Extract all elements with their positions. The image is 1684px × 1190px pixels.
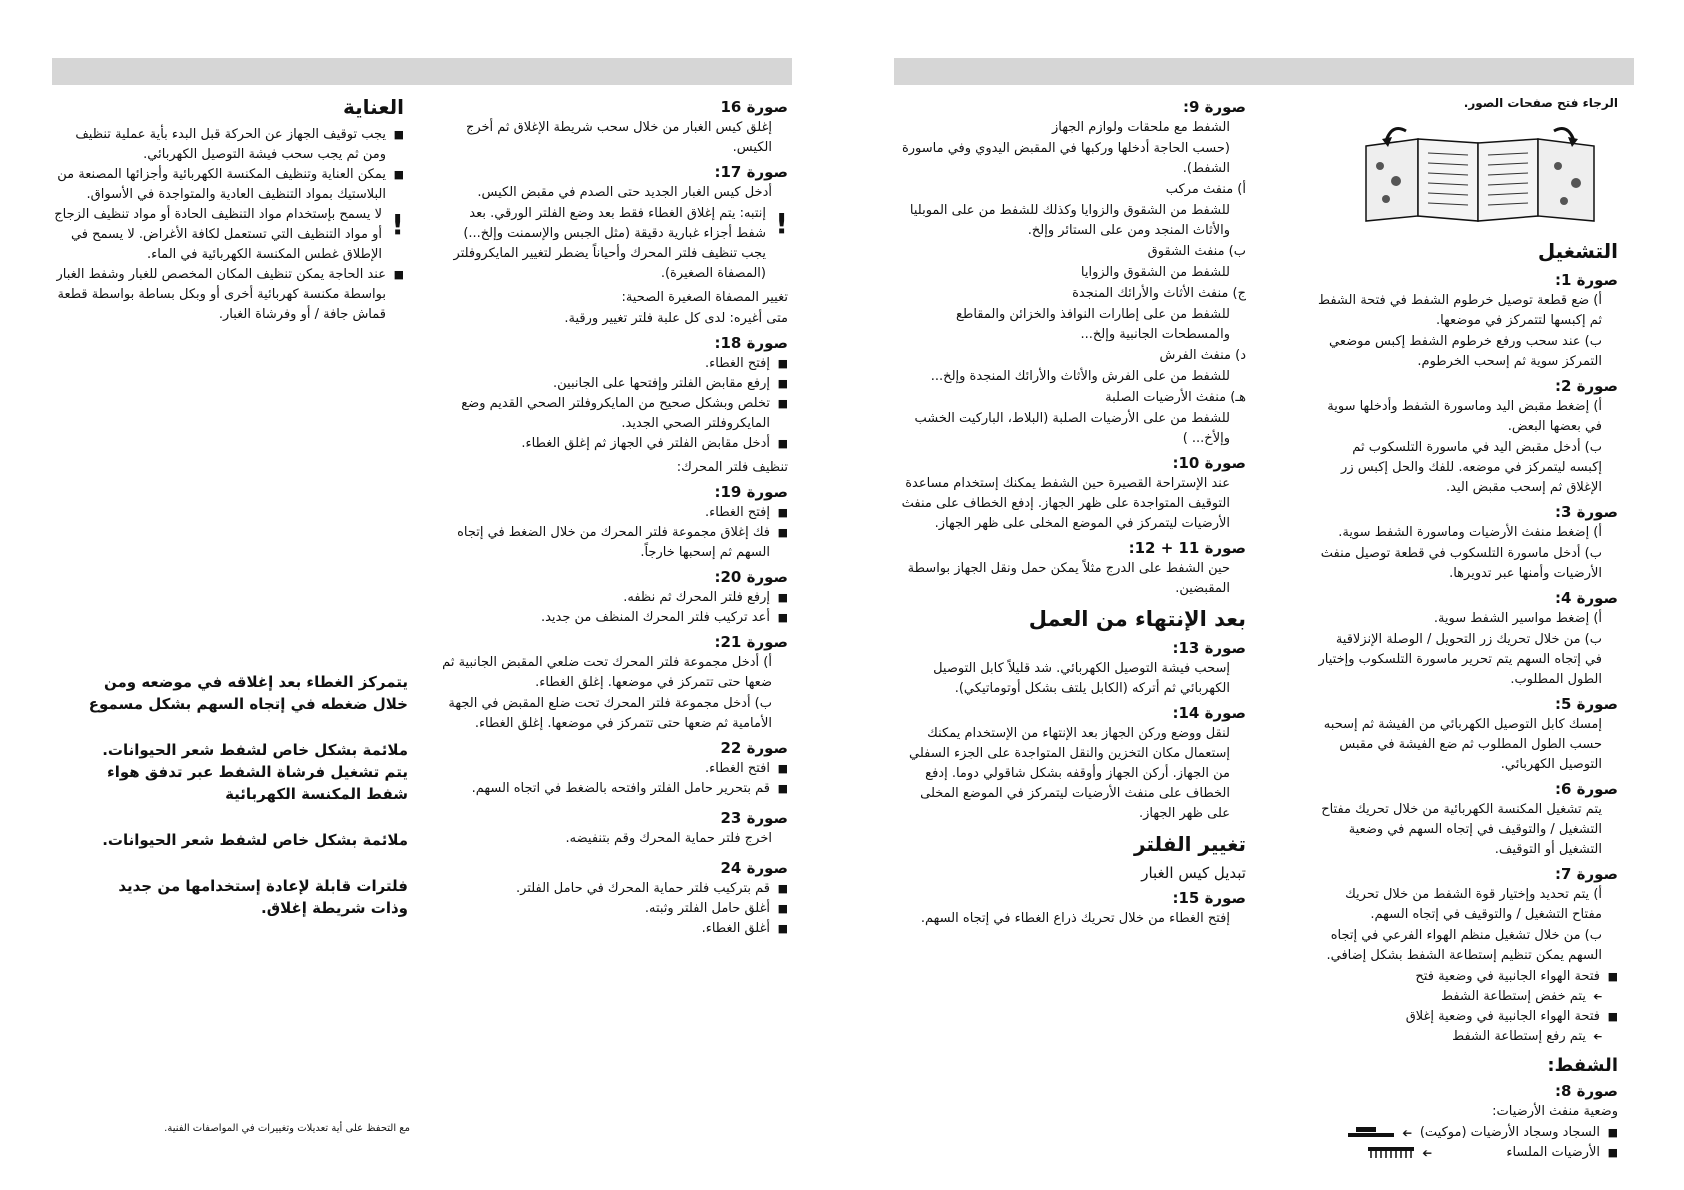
figure-4-title: صورة 4: xyxy=(1554,589,1618,607)
figure-3-title: صورة 3: xyxy=(1554,503,1618,521)
carpet-setting-label: ■ السجاد وسجاد الأرضيات (موكيت) xyxy=(1420,1123,1618,1143)
figure-2-title: صورة 2: xyxy=(1554,377,1618,395)
care-item: ■ عند الحاجة يمكن تنظيف المكان المخصص للغبار وشفط الغبار بواسطة مكنسة كهربائية أخرى أو وبكل بساطة بواسطة قطعة قماش جافة / أو وفرشاة الغبار. xyxy=(54,265,404,325)
figure-note: ملائمة بشكل خاص لشفط شعر الحيوانات. يتم تشغيل فرشاة الشفط عبر تدفق هواء شفط المكنسة الكهربائية xyxy=(102,741,408,803)
figure-18-step: ■ تخلص وبشكل صحيح من المايكروفلتر الصحي القديم وضع المايكروفلتر الصحي الجديد. xyxy=(436,394,788,434)
figure-14-title: صورة 14: xyxy=(1172,704,1246,722)
figure-note: فلترات قابلة لإعادة إستخدامها من جديد وذات شريطة إغلاق. xyxy=(118,877,408,917)
care-item: ■ يمكن العناية وتنظيف المكنسة الكهربائية وأجزائها المصنعة من البلاستيك بمواد التنظيف العادية والمتواجدة في الأسواق. xyxy=(54,165,404,205)
figure-16-title: صورة 16 xyxy=(720,98,788,116)
figure-19-title: صورة 19: xyxy=(714,483,788,501)
figure-22-step: ■ افتح الغطاء. xyxy=(436,759,788,779)
care-warning-text: لا يسمح بإستخدام مواد التنظيف الحادة أو مواد تنظيف الزجاج أو مواد التنظيف التي تستعمل لكافة الأغراض. لا يسمح في الإطلاق غطس المكنسة الكهربائية في الماء. xyxy=(54,207,382,262)
right-page-header-bar xyxy=(894,58,1634,85)
figure-1-step-b: ب) عند سحب ورفع خرطوم الشفط إكبس موضعي التمركز سوية ثم إسحب الخرطوم. xyxy=(1328,334,1602,369)
accessories-line: د) منفث الفرش xyxy=(1159,348,1246,363)
figure-21-step-b: ب) أدخل مجموعة فلتر المحرك تحت ضلع المقبض في الجهة الأمامية ثم ضعها حتى تتمركز في موضعها. إغلق الغطاء. xyxy=(448,696,772,731)
figure-notes xyxy=(78,671,408,919)
figure-11-12-title: صورة 11 + 12: xyxy=(1128,539,1246,557)
figure-24-step: ■ أغلق الغطاء. xyxy=(436,919,788,939)
figure-23-text: اخرج فلتر حماية المحرك وقم بتنفيضه. xyxy=(565,831,772,846)
figure-6-title: صورة 6: xyxy=(1554,780,1618,798)
hard-floor-setting-row xyxy=(1318,1143,1618,1163)
right-page-col-accessories xyxy=(896,93,1246,930)
figure-8-title: صورة 8: xyxy=(1554,1082,1618,1100)
figure-7-title: صورة 7: xyxy=(1554,865,1618,883)
right-page-col-operation xyxy=(1318,93,1618,1163)
arrow-icon: ➔ xyxy=(1401,1126,1412,1140)
heading-care: العناية xyxy=(343,95,404,119)
brush-extended-icon xyxy=(1368,1147,1414,1159)
figure-5-text: إمسك كابل التوصيل الكهربائي من الفيشة ثم إسحبه حسب الطول المطلوب ثم ضع الفيشة في مقبس التوصيل الكهربائي. xyxy=(1323,717,1602,772)
figure-20-title: صورة 20: xyxy=(714,568,788,586)
carpet-setting-row xyxy=(1318,1123,1618,1143)
accessories-line: (حسب الحاجة أدخلها وركبها في المقبض اليدوي وفي ماسورة الشفط). xyxy=(901,141,1230,176)
accessories-line: الشفط مع ملحقات ولوازم الجهاز xyxy=(1051,120,1230,135)
foldout-pages-icon xyxy=(1358,121,1602,229)
figure-13-text: إسحب فيشة التوصيل الكهربائي. شد قليلاً كابل التوصيل الكهربائي ثم أتركه (الكابل يلتف بشكل أوتوماتيكي). xyxy=(933,661,1230,696)
figure-22-step: ■ قم بتحرير حامل الفلتر وافتحه بالضغط في اتجاه السهم. xyxy=(436,779,788,799)
figure-18-step: ■ أدخل مقابض الفلتر في الجهاز ثم إغلق الغطاء. xyxy=(436,434,788,454)
power-reduced-item: ➔ يتم خفض إستطاعة الشفط xyxy=(1318,987,1618,1007)
figure-17-title: صورة 17: xyxy=(714,163,788,181)
figure-20-step: ■ أعد تركيب فلتر المحرك المنظف من جديد. xyxy=(436,608,788,628)
figure-18-step: ■ إفتح الغطاء. xyxy=(436,354,788,374)
figure-22-title: صورة 22 xyxy=(720,739,788,757)
side-vent-open-item: ■ فتحة الهواء الجانبية في وضعية فتح xyxy=(1318,967,1618,987)
figure-17-text: أدخل كيس الغبار الجديد حتى الصدم في مقبض الكيس. xyxy=(477,185,772,200)
heading-suction: الشفط: xyxy=(1547,1055,1618,1076)
figure-24-step: ■ أغلق حامل الفلتر وثبته. xyxy=(436,899,788,919)
heading-operation: التشغيل xyxy=(1537,239,1618,263)
figure-7-step-b: ب) من خلال تشغيل منظم الهواء الفرعي في إتجاه السهم يمكن تنظيم إستطاعة الشفط بشكل إضافي. xyxy=(1326,928,1602,963)
care-warning xyxy=(54,205,404,265)
accessories-line: للشفط من على الأرضيات الصلبة (البلاط، الباركيت الخشب وإلأخ... ) xyxy=(914,411,1230,446)
figure-2-step-b: ب) أدخل مقبض اليد في ماسورة التلسكوب ثم إكبسه ليتمركز في موضعه. للفك والحل إكبس زر الإغلاق ثم إسحب مقبض اليد. xyxy=(1341,440,1602,495)
power-increased-item: ➔ يتم رفع إستطاعة الشفط xyxy=(1318,1027,1618,1047)
accessories-line: للشفط من على إطارات النوافذ والخزائن والمقاطع والمسطحات الجانبية وإلخ... xyxy=(956,307,1230,342)
figure-18-title: صورة 18: xyxy=(714,334,788,352)
accessories-line: أ) منفث مركب xyxy=(1165,182,1246,197)
figure-19-step: ■ فك إغلاق مجموعة فلتر المحرك من خلال الضغط في إتجاه السهم ثم إسحبها خارجاً. xyxy=(436,523,788,563)
accessories-line: ج) منفث الأثاث والأرائك المنجدة xyxy=(1072,286,1246,301)
exclamation-icon: ! xyxy=(391,208,404,241)
figure-1-title: صورة 1: xyxy=(1554,271,1618,289)
accessories-line: للشفط من على الفرش والأثاث والأرائك المنجدة وإلخ... xyxy=(930,369,1230,384)
figure-6-text: يتم تشغيل المكنسة الكهربائية من خلال تحريك مفتاح التشغيل / والتوقيف في إتجاه السهم في وضعية التشغيل أو التوقيف. xyxy=(1321,802,1602,857)
figure-4-step-b: ب) من خلال تحريك زر التحويل / الوصلة الإنزلاقية في إتجاه السهم يتم تحرير ماسورة التلسكوب وإختيار الطول المطلوب. xyxy=(1318,632,1602,687)
motor-filter-heading: تنظيف فلتر المحرك: xyxy=(676,460,788,475)
left-page-col-care xyxy=(54,93,404,325)
figure-note: يتمركز الغطاء بعد إغلاقه في موضعه ومن خلال ضغطه في إتجاه السهم بشكل مسموع xyxy=(88,673,408,713)
warning-text: إنتبه: يتم إغلاق الغطاء فقط بعد وضع الفلتر الورقي. بعد شفط أجزاء غبارية دقيقة (مثل الجبس والإسمنت وإلخ...) يجب تنظيف فلتر المحرك وأحياناً يضطر لتغيير المايكروفلتر (المصفاة الصغيرة). xyxy=(453,206,766,281)
figure-19-step: ■ إفتح الغطاء. xyxy=(436,503,788,523)
floor-nozzle-position-label: وضعية منفث الأرضيات: xyxy=(1492,1104,1618,1119)
foldout-pages-illustration xyxy=(1358,121,1602,229)
figure-20-step: ■ إرفع فلتر المحرك ثم نظفه. xyxy=(436,588,788,608)
figure-13-title: صورة 13: xyxy=(1172,639,1246,657)
figure-9-title: صورة 9: xyxy=(1182,98,1246,116)
warning-note xyxy=(436,204,788,284)
figure-23-title: صورة 23 xyxy=(720,809,788,827)
brush-retracted-icon xyxy=(1348,1127,1394,1139)
microfilter-heading: تغيير المصفاة الصغيرة الصحية: xyxy=(621,290,788,305)
hard-floor-setting-label: ■ الأرضيات الملساء xyxy=(1506,1143,1618,1163)
figure-1-step-a: أ) ضع قطعة توصيل خرطوم الشفط في فتحة الشفط ثم إكبسها لتتمركز في موضعها. xyxy=(1317,293,1602,328)
accessories-line: للشفط من الشقوق والزوايا xyxy=(1080,265,1230,280)
figure-2-step-a: أ) إضغط مقبض اليد وماسورة الشفط وأدخلها سوية في بعضها البعض. xyxy=(1327,399,1602,434)
subheading-dust-bag: تبديل كيس الغبار xyxy=(1141,864,1246,882)
accessories-line: هـ) منفث الأرضيات الصلبة xyxy=(1105,390,1246,405)
figure-14-text: لنقل ووضع وركن الجهاز بعد الإنتهاء من الإستخدام يمكنك إستعمال مكان التخزين والنقل المتواجدة على الجزء السفلي من الجهاز. أركن الجهاز وأوقفه بشكل شاقولي دوما. إدفع الخطاف على منفث الأرضيات ليتمركز في الموضع المخلى على ظهر الجهاز. xyxy=(908,726,1230,821)
figure-11-12-text: حين الشفط على الدرج مثلاً يمكن حمل ونقل الجهاز بواسطة المقبضين. xyxy=(907,561,1230,596)
figure-21-title: صورة 21: xyxy=(714,633,788,651)
figure-3-step-a: أ) إضغط منفث الأرضيات وماسورة الشفط سوية. xyxy=(1338,525,1602,540)
figure-15-title: صورة 15: xyxy=(1172,889,1246,907)
figure-18-step: ■ إرفع مقابض الفلتر وإفتحها على الجانبين. xyxy=(436,374,788,394)
figure-15-text: إفتح الغطاء من خلال تحريك ذراع الغطاء في إتجاه السهم. xyxy=(920,911,1230,926)
left-page-header-bar xyxy=(52,58,792,85)
figure-3-step-b: ب) أدخل ماسورة التلسكوب في قطعة توصيل منفث الأرضيات وأمنها عبر تدويرها. xyxy=(1320,546,1602,581)
figure-21-step-a: أ) أدخل مجموعة فلتر المحرك تحت ضلعي المقبض الجانبية ثم ضعها حتى تتمركز في موضعها. إغلق الغطاء. xyxy=(442,655,772,690)
exclamation-icon: ! xyxy=(775,207,788,240)
side-vent-closed-item: ■ فتحة الهواء الجانبية في وضعية إغلاق xyxy=(1318,1007,1618,1027)
technical-changes-footnote: مع التحفظ على أية تعديلات وتغييرات في المواصفات الفنية. xyxy=(164,1123,410,1134)
figure-7-step-a: أ) يتم تحديد وإختيار قوة الشفط من خلال تحريك مفتاح التشغيل / والتوقيف في إتجاه السهم. xyxy=(1345,887,1602,922)
figure-10-text: عند الإستراحة القصيرة حين الشفط يمكنك إستخدام مساعدة التوقيف المتواجدة على ظهر الجهاز. إدفع الخطاف على منفث الأرضيات ليتمركز في الموضع المخلى على ظهر الجهاز. xyxy=(901,476,1230,531)
figure-4-step-a: أ) إضغط مواسير الشفط سوية. xyxy=(1433,611,1602,626)
figure-10-title: صورة 10: xyxy=(1172,454,1246,472)
arrow-icon: ➔ xyxy=(1422,1146,1433,1160)
figure-24-title: صورة 24 xyxy=(720,859,788,877)
open-pages-note: الرجاء فتح صفحات الصور. xyxy=(1463,96,1618,110)
heading-filter-change: تغيير الفلتر xyxy=(1133,832,1246,856)
care-item: ■ يجب توقيف الجهاز عن الحركة قبل البدء بأية عملية تنظيف ومن ثم يجب سحب فيشة التوصيل الكهربائي. xyxy=(54,125,404,165)
figure-24-step: ■ قم بتركيب فلتر حماية المحرك في حامل الفلتر. xyxy=(436,879,788,899)
accessories-line: ب) منفث الشقوق xyxy=(1147,244,1246,259)
left-page-col-filters xyxy=(436,93,788,939)
accessories-line: للشفط من الشقوق والزوايا وكذلك للشفط من على الموبليا والأثاث المنجد ومن على الستائر وإلخ. xyxy=(909,203,1230,238)
figure-16-text: إغلق كيس الغبار من خلال سحب شريطة الإغلاق ثم أخرج الكيس. xyxy=(465,120,772,155)
microfilter-when: متى أغيره: لدى كل علبة فلتر تغيير ورقية. xyxy=(564,311,788,326)
figure-note: ملائمة بشكل خاص لشفط شعر الحيوانات. xyxy=(102,831,408,849)
heading-after-use: بعد الإنتهاء من العمل xyxy=(1028,607,1246,631)
figure-5-title: صورة 5: xyxy=(1554,695,1618,713)
